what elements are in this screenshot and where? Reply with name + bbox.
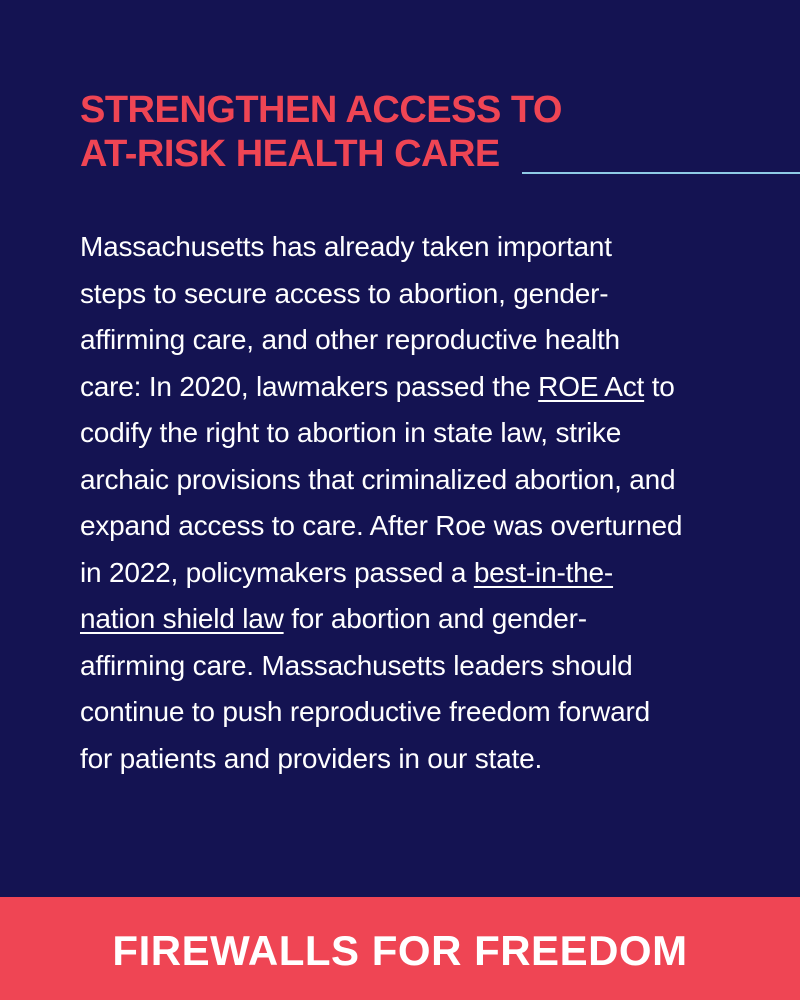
body-line: for patients and providers in our state.: [80, 742, 543, 774]
heading-divider: [522, 172, 800, 174]
heading-line-1: STRENGTHEN ACCESS TO: [80, 89, 562, 131]
body-paragraph: [80, 224, 740, 782]
body-line: expand access to care. After Roe was overturned: [80, 510, 683, 541]
body-line: [80, 596, 740, 643]
body-line: archaic provisions that criminalized abortion, and: [80, 463, 676, 495]
body-line: [80, 550, 740, 597]
body-text-segment: for abortion and gender-: [283, 603, 587, 634]
heading-line-2: AT-RISK HEALTH CARE: [80, 133, 500, 175]
roe-act-link[interactable]: ROE Act: [538, 370, 645, 402]
body-line: steps to secure access to abortion, gender-: [80, 277, 609, 309]
shield-law-link[interactable]: best-in-the-: [473, 556, 614, 588]
body-line: affirming care, and other reproductive health: [80, 324, 620, 355]
shield-law-link[interactable]: nation shield law: [80, 603, 284, 634]
body-text-segment: to: [644, 370, 675, 402]
body-text-segment: in 2022, policymakers passed a: [80, 556, 474, 588]
body-line: Massachusetts has already taken important: [80, 231, 612, 262]
body-line: continue to push reproductive freedom forward: [80, 696, 650, 727]
body-line: [80, 364, 740, 411]
section-heading: [80, 88, 600, 176]
brand-footer: [0, 897, 800, 1000]
body-line: codify the right to abortion in state law, strike: [80, 417, 622, 448]
brand-wordmark: FIREWALLS FOR FREEDOM: [112, 926, 688, 974]
body-text-segment: care: In 2020, lawmakers passed the: [80, 370, 539, 402]
body-line: affirming care. Massachusetts leaders should: [80, 649, 633, 681]
